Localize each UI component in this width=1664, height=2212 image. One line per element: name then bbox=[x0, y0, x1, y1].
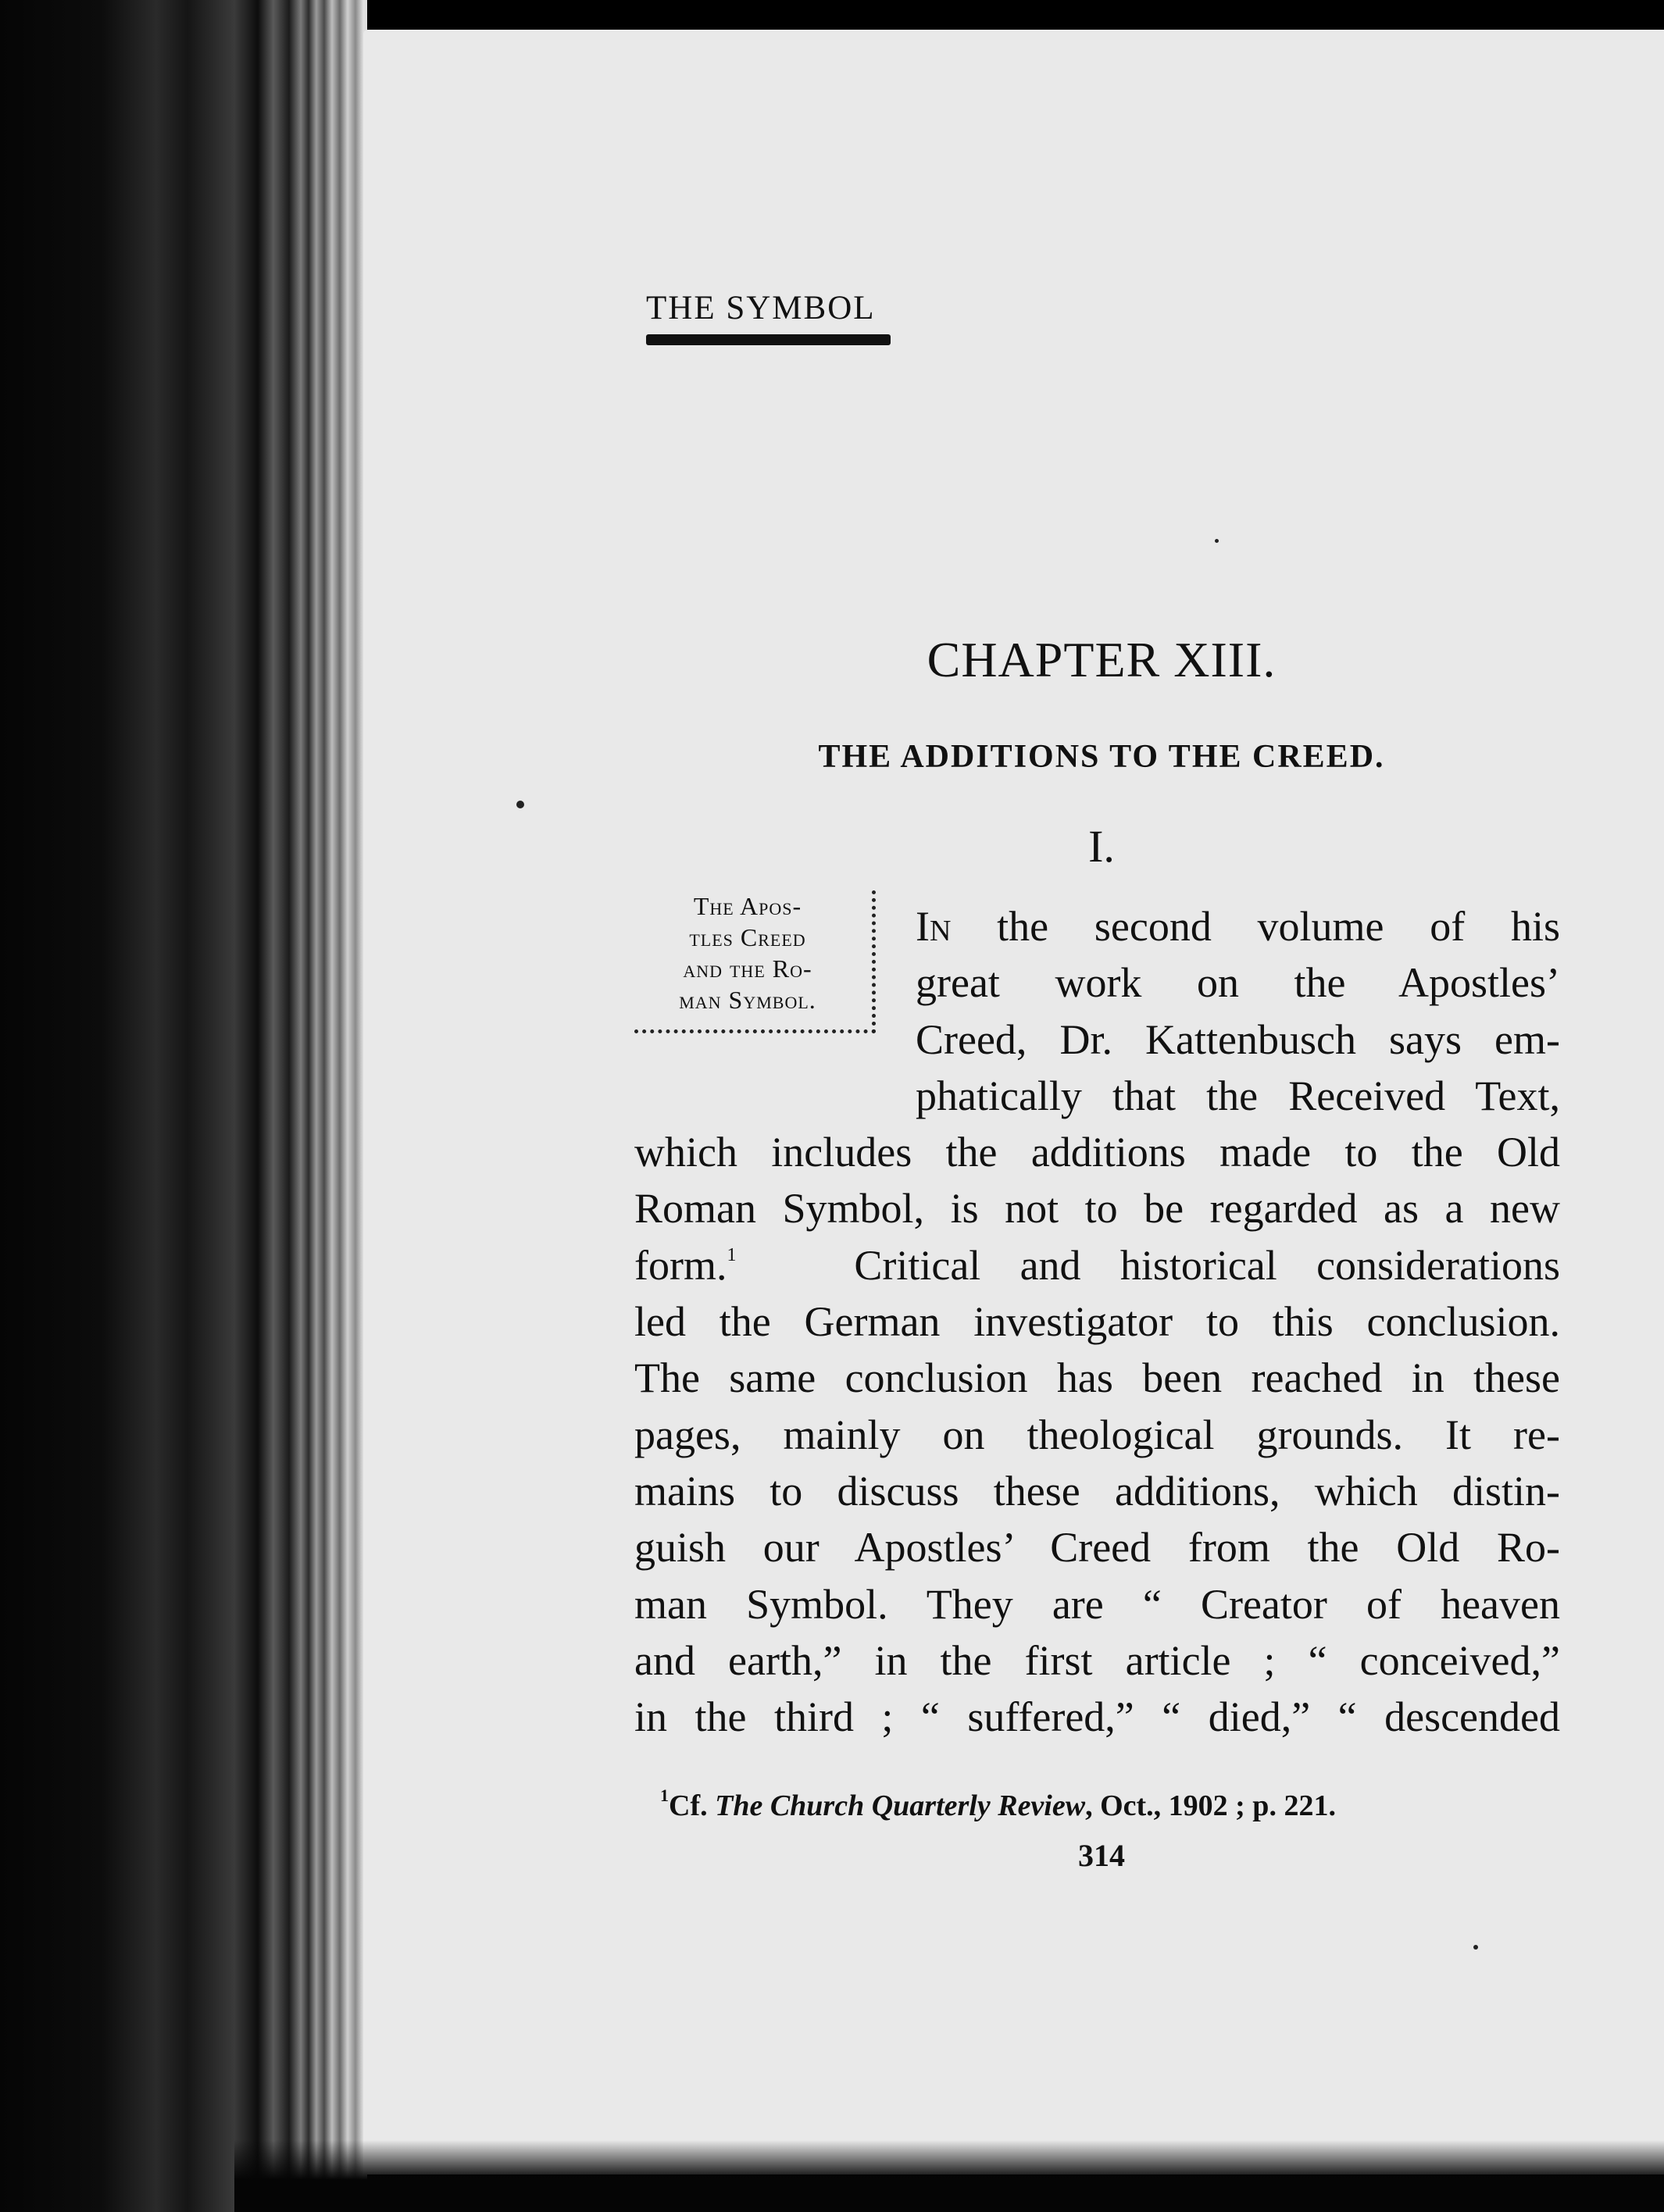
book-spine-edge bbox=[0, 0, 367, 2212]
opening-word: In bbox=[916, 903, 952, 950]
footnote-title: The Church Quarterly Review bbox=[715, 1789, 1086, 1822]
footnote-marker: 1 bbox=[660, 1786, 669, 1805]
margin-note-line: The Apos- bbox=[693, 892, 802, 920]
body-line-text: Critical and historical considerations bbox=[854, 1241, 1560, 1289]
margin-note-line: man Symbol. bbox=[679, 986, 816, 1014]
body-line: Roman Symbol, is not to be regarded as a new bbox=[634, 1185, 1560, 1233]
body-word: form. bbox=[634, 1241, 727, 1289]
body-line: guish our Apostles’ Creed from the Old Ro- bbox=[634, 1524, 1560, 1572]
body-line: man Symbol. They are “ Creator of heaven bbox=[634, 1580, 1560, 1628]
ink-speck bbox=[516, 801, 524, 808]
ink-speck bbox=[1473, 1945, 1478, 1950]
footnote-reference: 1 bbox=[727, 1244, 737, 1265]
body-line: great work on the Apostles’ bbox=[916, 959, 1560, 1007]
footnote bbox=[660, 1786, 1566, 1823]
chapter-subtitle: THE ADDITIONS TO THE CREED. bbox=[818, 739, 1385, 775]
scan-shadow bbox=[234, 2140, 1664, 2212]
footnote-prefix: Cf. bbox=[669, 1789, 716, 1822]
page-number: 314 bbox=[1078, 1838, 1125, 1873]
body-line: phatically that the Received Text, bbox=[916, 1072, 1560, 1119]
footnote-suffix: , Oct., 1902 ; p. 221. bbox=[1085, 1789, 1336, 1822]
body-line: which includes the additions made to the Old bbox=[634, 1129, 1560, 1176]
body-line: in the third ; “ suffered,” “ died,” “ descended bbox=[634, 1693, 1560, 1741]
ink-speck bbox=[1215, 539, 1219, 543]
body-line: Creed, Dr. Kattenbusch says em- bbox=[916, 1015, 1560, 1063]
margin-note-line: tles Creed bbox=[689, 923, 806, 951]
body-line-text: the second volume of his bbox=[951, 903, 1560, 950]
body-line: The same conclusion has been reached in these bbox=[634, 1354, 1560, 1402]
body-line bbox=[916, 898, 1560, 954]
body-text bbox=[634, 898, 1560, 1745]
body-line: pages, mainly on theological grounds. It re- bbox=[634, 1411, 1560, 1458]
chapter-title: CHAPTER XIII. bbox=[927, 632, 1277, 687]
body-line: mains to discuss these additions, which distin- bbox=[634, 1467, 1560, 1515]
body-line: led the German investigator to this conclusion. bbox=[634, 1298, 1560, 1346]
body-line bbox=[634, 1237, 1560, 1293]
body-line: and earth,” in the first article ; “ conceived,” bbox=[634, 1636, 1560, 1684]
section-number: I. bbox=[1088, 821, 1115, 872]
running-head: THE SYMBOL bbox=[646, 290, 876, 326]
margin-note-line: and the Ro- bbox=[683, 954, 812, 983]
running-head-rule bbox=[646, 334, 891, 345]
